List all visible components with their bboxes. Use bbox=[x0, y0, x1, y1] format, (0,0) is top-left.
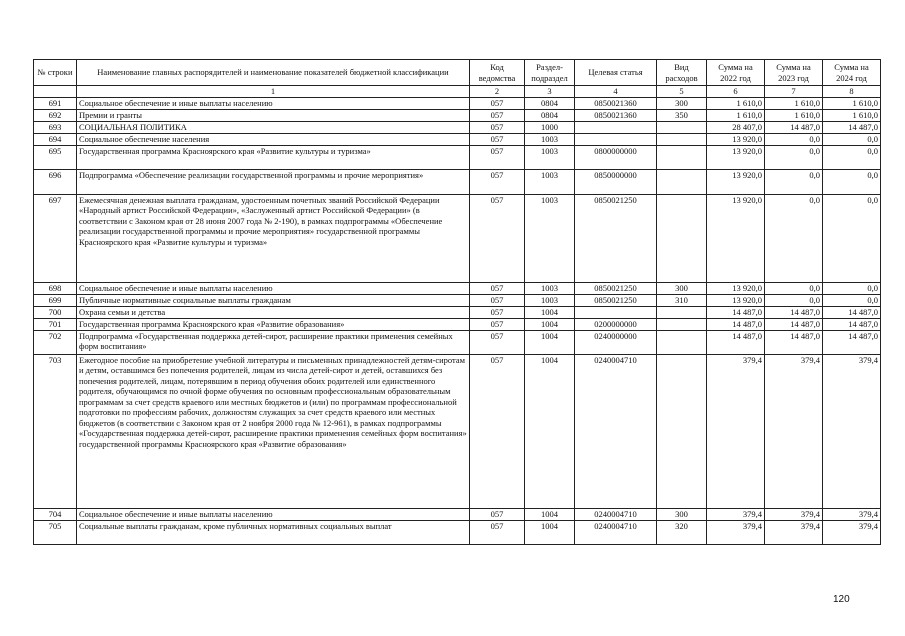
row-name: Социальное обеспечение и иные выплаты населению bbox=[77, 508, 470, 520]
section-code: 1003 bbox=[525, 194, 575, 282]
target-article: 0240004710 bbox=[575, 520, 657, 544]
section-code: 0804 bbox=[525, 97, 575, 109]
sum-2023: 379,4 bbox=[765, 520, 823, 544]
row-number: 701 bbox=[34, 318, 77, 330]
table-row bbox=[34, 282, 881, 294]
sum-2024: 0,0 bbox=[823, 282, 881, 294]
sum-2022: 379,4 bbox=[707, 508, 765, 520]
header-name: Наименование главных распорядителей и наименование показателей бюджетной классификации bbox=[77, 60, 470, 86]
target-article bbox=[575, 133, 657, 145]
ved-code: 057 bbox=[470, 306, 525, 318]
table-row bbox=[34, 294, 881, 306]
ved-code: 057 bbox=[470, 121, 525, 133]
sum-2024: 0,0 bbox=[823, 133, 881, 145]
header-row bbox=[34, 60, 881, 86]
sum-2023: 1 610,0 bbox=[765, 109, 823, 121]
section-code: 1003 bbox=[525, 133, 575, 145]
target-article: 0850000000 bbox=[575, 169, 657, 194]
page-number: 120 bbox=[833, 594, 850, 605]
sum-2024: 379,4 bbox=[823, 520, 881, 544]
expense-type bbox=[657, 121, 707, 133]
table-row bbox=[34, 109, 881, 121]
header-row-number: № строки bbox=[34, 60, 77, 86]
column-number: 5 bbox=[657, 86, 707, 98]
expense-type: 310 bbox=[657, 294, 707, 306]
table-row bbox=[34, 133, 881, 145]
table-row bbox=[34, 169, 881, 194]
sum-2024: 0,0 bbox=[823, 294, 881, 306]
column-number-row bbox=[34, 86, 881, 98]
sum-2023: 379,4 bbox=[765, 354, 823, 508]
sum-2023: 0,0 bbox=[765, 294, 823, 306]
row-name: Социальное обеспечение и иные выплаты населению bbox=[77, 97, 470, 109]
expense-type: 320 bbox=[657, 520, 707, 544]
section-code: 1004 bbox=[525, 306, 575, 318]
ved-code: 057 bbox=[470, 133, 525, 145]
header-sum-2024: Сумма на 2024 год bbox=[823, 60, 881, 86]
target-article: 0850021250 bbox=[575, 282, 657, 294]
budget-table bbox=[33, 59, 881, 545]
sum-2024: 14 487,0 bbox=[823, 318, 881, 330]
expense-type: 300 bbox=[657, 508, 707, 520]
row-name: Подпрограмма «Государственная поддержка детей-сирот, расширение практики применения семейных форм воспитания» bbox=[77, 330, 470, 354]
table-row bbox=[34, 354, 881, 508]
table-row bbox=[34, 306, 881, 318]
header-sum-2022: Сумма на 2022 год bbox=[707, 60, 765, 86]
row-name: Государственная программа Красноярского края «Развитие образования» bbox=[77, 318, 470, 330]
header-target-article: Целевая статья bbox=[575, 60, 657, 86]
header-section: Раздел-подраздел bbox=[525, 60, 575, 86]
sum-2022: 28 407,0 bbox=[707, 121, 765, 133]
column-number: 6 bbox=[707, 86, 765, 98]
header-expense-type: Вид расходов bbox=[657, 60, 707, 86]
sum-2022: 14 487,0 bbox=[707, 318, 765, 330]
ved-code: 057 bbox=[470, 520, 525, 544]
row-number: 699 bbox=[34, 294, 77, 306]
row-name: СОЦИАЛЬНАЯ ПОЛИТИКА bbox=[77, 121, 470, 133]
sum-2023: 0,0 bbox=[765, 133, 823, 145]
sum-2024: 379,4 bbox=[823, 508, 881, 520]
expense-type bbox=[657, 169, 707, 194]
expense-type bbox=[657, 354, 707, 508]
sum-2022: 1 610,0 bbox=[707, 109, 765, 121]
row-name: Государственная программа Красноярского края «Развитие культуры и туризма» bbox=[77, 145, 470, 169]
table-row bbox=[34, 145, 881, 169]
row-name: Социальное обеспечение населения bbox=[77, 133, 470, 145]
sum-2024: 14 487,0 bbox=[823, 306, 881, 318]
sum-2024: 379,4 bbox=[823, 354, 881, 508]
sum-2022: 13 920,0 bbox=[707, 282, 765, 294]
table-row bbox=[34, 330, 881, 354]
expense-type bbox=[657, 318, 707, 330]
sum-2022: 1 610,0 bbox=[707, 97, 765, 109]
row-name: Подпрограмма «Обеспечение реализации государственной программы и прочие мероприятия» bbox=[77, 169, 470, 194]
ved-code: 057 bbox=[470, 354, 525, 508]
table-row bbox=[34, 520, 881, 544]
ved-code: 057 bbox=[470, 330, 525, 354]
row-name: Социальное обеспечение и иные выплаты населению bbox=[77, 282, 470, 294]
row-number: 691 bbox=[34, 97, 77, 109]
target-article: 0240004710 bbox=[575, 508, 657, 520]
expense-type: 350 bbox=[657, 109, 707, 121]
ved-code: 057 bbox=[470, 282, 525, 294]
ved-code: 057 bbox=[470, 169, 525, 194]
sum-2024: 0,0 bbox=[823, 194, 881, 282]
sum-2022: 14 487,0 bbox=[707, 306, 765, 318]
ved-code: 057 bbox=[470, 109, 525, 121]
sum-2022: 13 920,0 bbox=[707, 294, 765, 306]
sum-2022: 379,4 bbox=[707, 354, 765, 508]
sum-2024: 0,0 bbox=[823, 169, 881, 194]
section-code: 1003 bbox=[525, 294, 575, 306]
ved-code: 057 bbox=[470, 294, 525, 306]
row-number: 696 bbox=[34, 169, 77, 194]
expense-type bbox=[657, 330, 707, 354]
expense-type bbox=[657, 133, 707, 145]
row-name: Социальные выплаты гражданам, кроме публичных нормативных социальных выплат bbox=[77, 520, 470, 544]
target-article: 0800000000 bbox=[575, 145, 657, 169]
row-name: Ежегодное пособие на приобретение учебной литературы и письменных принадлежностей детям-сиротам и детям, оставшимся без попечения родителей, лицам из числа детей-сирот и детей, оставшихся без попечения родителей, лицам, потерявшим в период обучения обоих родителей или единственного родителя, обучающимся по очной форме обучения по основным профессиональным образовательным программам за счет средств краевого или местных бюджетов и (или) по программам профессиональной подготовки по профессиям рабочих, должностям служащих за счет средств краевого или местных бюджетов (в соответствии с Законом края от 2 ноября 2000 года № 12-961), в рамках подпрограммы «Государственная поддержка детей-сирот, расширение практики применения семейных форм воспитания» государственной программы Красноярского края «Развитие образования» bbox=[77, 354, 470, 508]
target-article bbox=[575, 306, 657, 318]
sum-2022: 379,4 bbox=[707, 520, 765, 544]
sum-2024: 1 610,0 bbox=[823, 109, 881, 121]
row-number: 700 bbox=[34, 306, 77, 318]
sum-2022: 13 920,0 bbox=[707, 133, 765, 145]
column-number: 2 bbox=[470, 86, 525, 98]
target-article: 0200000000 bbox=[575, 318, 657, 330]
sum-2023: 14 487,0 bbox=[765, 330, 823, 354]
target-article: 0240004710 bbox=[575, 354, 657, 508]
sum-2023: 14 487,0 bbox=[765, 318, 823, 330]
sum-2023: 0,0 bbox=[765, 194, 823, 282]
sum-2023: 0,0 bbox=[765, 145, 823, 169]
section-code: 1004 bbox=[525, 508, 575, 520]
section-code: 1000 bbox=[525, 121, 575, 133]
column-number: 4 bbox=[575, 86, 657, 98]
target-article bbox=[575, 121, 657, 133]
sum-2023: 379,4 bbox=[765, 508, 823, 520]
table-row bbox=[34, 97, 881, 109]
row-number: 697 bbox=[34, 194, 77, 282]
row-number: 702 bbox=[34, 330, 77, 354]
header-sum-2023: Сумма на 2023 год bbox=[765, 60, 823, 86]
expense-type: 300 bbox=[657, 97, 707, 109]
ved-code: 057 bbox=[470, 318, 525, 330]
section-code: 1003 bbox=[525, 169, 575, 194]
target-article: 0850021250 bbox=[575, 194, 657, 282]
sum-2023: 0,0 bbox=[765, 169, 823, 194]
section-code: 1003 bbox=[525, 145, 575, 169]
table-row bbox=[34, 508, 881, 520]
sum-2022: 13 920,0 bbox=[707, 145, 765, 169]
sum-2023: 1 610,0 bbox=[765, 97, 823, 109]
header-ved-code: Код ведомства bbox=[470, 60, 525, 86]
target-article: 0240000000 bbox=[575, 330, 657, 354]
sum-2024: 14 487,0 bbox=[823, 121, 881, 133]
ved-code: 057 bbox=[470, 97, 525, 109]
target-article: 0850021250 bbox=[575, 294, 657, 306]
target-article: 0850021360 bbox=[575, 97, 657, 109]
sum-2024: 0,0 bbox=[823, 145, 881, 169]
ved-code: 057 bbox=[470, 145, 525, 169]
row-number: 693 bbox=[34, 121, 77, 133]
row-name: Охрана семьи и детства bbox=[77, 306, 470, 318]
column-number bbox=[34, 86, 77, 98]
row-name: Премии и гранты bbox=[77, 109, 470, 121]
row-number: 695 bbox=[34, 145, 77, 169]
ved-code: 057 bbox=[470, 508, 525, 520]
sum-2022: 13 920,0 bbox=[707, 169, 765, 194]
sum-2024: 14 487,0 bbox=[823, 330, 881, 354]
column-number: 1 bbox=[77, 86, 470, 98]
section-code: 1004 bbox=[525, 354, 575, 508]
sum-2024: 1 610,0 bbox=[823, 97, 881, 109]
sum-2022: 13 920,0 bbox=[707, 194, 765, 282]
expense-type bbox=[657, 145, 707, 169]
row-name: Ежемесячная денежная выплата гражданам, удостоенным почетных званий Российской Федерации «Народный артист Российской Федерации», «Заслуженный артист Российской Федерации» (в соответствии с Законом края от 28 июня 2007 года № 2-190), в рамках подпрограммы «Обеспечение реализации государственной программы и прочие мероприятия» государственной программы Красноярского края «Развитие культуры и туризма» bbox=[77, 194, 470, 282]
sum-2022: 14 487,0 bbox=[707, 330, 765, 354]
row-number: 694 bbox=[34, 133, 77, 145]
sum-2023: 0,0 bbox=[765, 282, 823, 294]
row-number: 698 bbox=[34, 282, 77, 294]
sum-2023: 14 487,0 bbox=[765, 121, 823, 133]
sum-2023: 14 487,0 bbox=[765, 306, 823, 318]
table-row bbox=[34, 194, 881, 282]
expense-type: 300 bbox=[657, 282, 707, 294]
ved-code: 057 bbox=[470, 194, 525, 282]
row-number: 703 bbox=[34, 354, 77, 508]
expense-type bbox=[657, 306, 707, 318]
row-number: 692 bbox=[34, 109, 77, 121]
section-code: 0804 bbox=[525, 109, 575, 121]
column-number: 8 bbox=[823, 86, 881, 98]
section-code: 1004 bbox=[525, 520, 575, 544]
section-code: 1004 bbox=[525, 318, 575, 330]
table-row bbox=[34, 318, 881, 330]
target-article: 0850021360 bbox=[575, 109, 657, 121]
table-row bbox=[34, 121, 881, 133]
column-number: 3 bbox=[525, 86, 575, 98]
section-code: 1003 bbox=[525, 282, 575, 294]
expense-type bbox=[657, 194, 707, 282]
row-number: 705 bbox=[34, 520, 77, 544]
section-code: 1004 bbox=[525, 330, 575, 354]
row-number: 704 bbox=[34, 508, 77, 520]
column-number: 7 bbox=[765, 86, 823, 98]
row-name: Публичные нормативные социальные выплаты гражданам bbox=[77, 294, 470, 306]
